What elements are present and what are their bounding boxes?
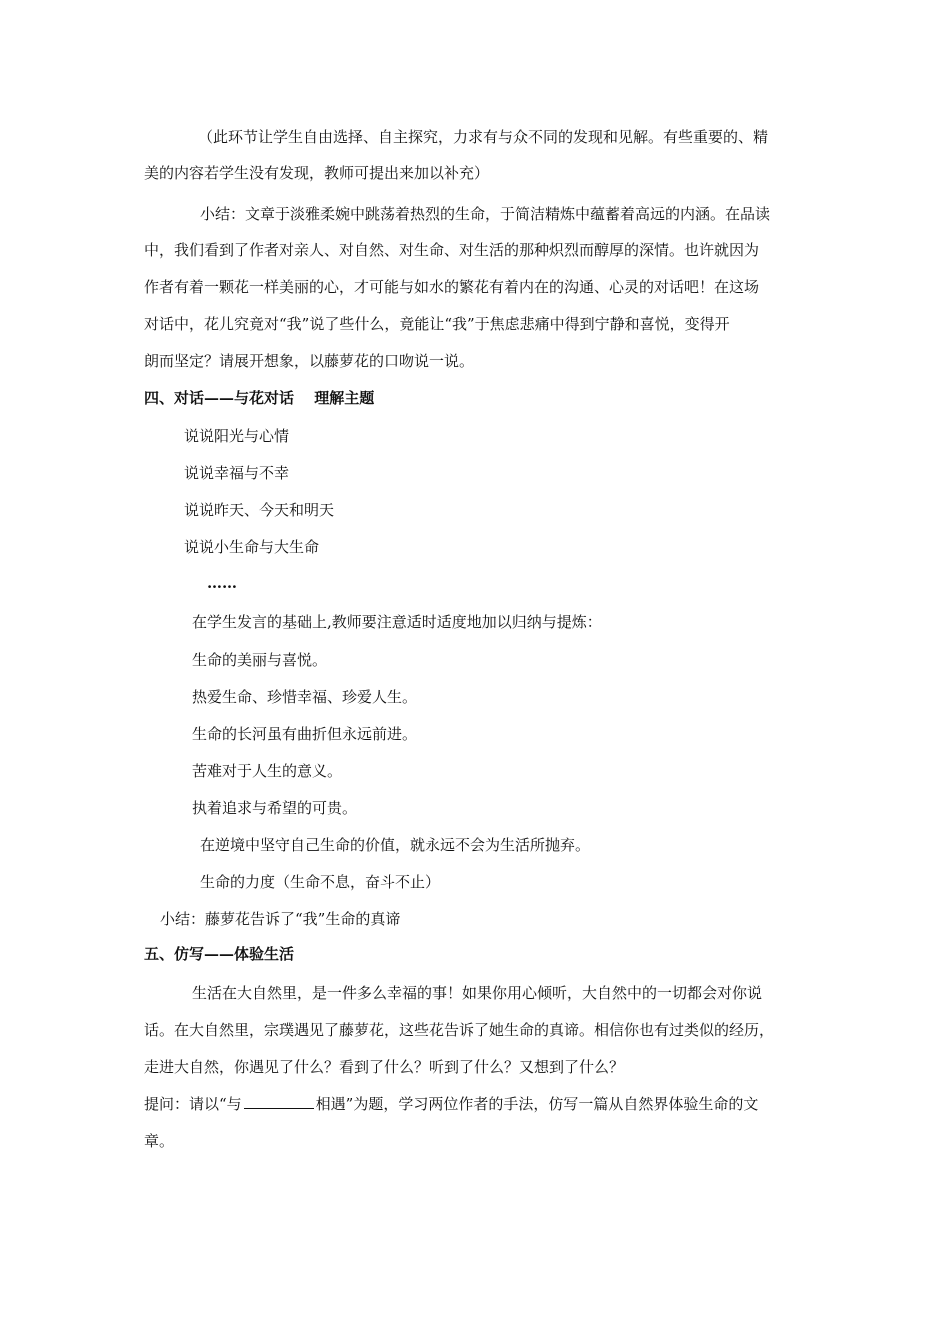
section4-ellipsis: …… <box>207 574 237 592</box>
prompt-before: 提问：请以“与 <box>144 1095 242 1113</box>
section5-prompt <box>144 1094 758 1114</box>
section4-point: 生命的力度（生命不息，奋斗不止） <box>200 873 441 891</box>
section4-point: 执着追求与希望的可贵。 <box>192 799 358 817</box>
summary1-line5: 朗而坚定？请展开想象，以藤萝花的口吻说一说。 <box>144 352 475 370</box>
prompt-after: 相遇”为题，学习两位作者的手法，仿写一篇从自然界体验生命的文 <box>315 1095 759 1113</box>
section5-heading: 五、仿写——体验生活 <box>144 945 295 963</box>
section4-intro: 在学生发言的基础上,教师要注意适时适度地加以归纳与提炼： <box>192 613 602 631</box>
section4-point: 苦难对于人生的意义。 <box>192 762 343 780</box>
section4-item: 说说阳光与心情 <box>184 427 290 445</box>
section4-item: 说说幸福与不幸 <box>184 464 290 482</box>
section4-point: 生命的长河虽有曲折但永远前进。 <box>192 725 418 743</box>
section4-point: 生命的美丽与喜悦。 <box>192 651 328 669</box>
section5-prompt-line2: 章。 <box>144 1132 175 1150</box>
para1-line2: 美的内容若学生没有发现，教师可提出来加以补充） <box>144 164 490 182</box>
fill-in-blank <box>244 1094 314 1109</box>
summary1-line3: 作者有着一颗花一样美丽的心，才可能与如水的繁花有着内在的沟通、心灵的对话吧！在这场 <box>144 278 760 296</box>
section4-summary: 小结：藤萝花告诉了“我”生命的真谛 <box>160 910 401 928</box>
section4-point: 热爱生命、珍惜幸福、珍爱人生。 <box>192 688 418 706</box>
section4-heading: 四、对话——与花对话 理解主题 <box>144 389 375 407</box>
section5-para-line3: 走进大自然，你遇见了什么？看到了什么？听到了什么？又想到了什么？ <box>144 1058 625 1076</box>
section4-item: 说说昨天、今天和明天 <box>184 501 335 519</box>
section4-item: 说说小生命与大生命 <box>184 538 320 556</box>
section5-para-line2: 话。在大自然里，宗璞遇见了藤萝花，这些花告诉了她生命的真谛。相信你也有过类似的经历， <box>144 1021 775 1039</box>
summary1-line1: 小结：文章于淡雅柔婉中跳荡着热烈的生命，于简洁精炼中蕴蓄着高远的内涵。在品读 <box>200 205 771 223</box>
summary1-line2: 中，我们看到了作者对亲人、对自然、对生命、对生活的那种炽烈而醇厚的深情。也许就因为 <box>144 241 760 259</box>
section5-para-line1: 生活在大自然里，是一件多么幸福的事！如果你用心倾听，大自然中的一切都会对你说 <box>192 984 763 1002</box>
section4-point: 在逆境中坚守自己生命的价值，就永远不会为生活所抛弃。 <box>200 836 591 854</box>
para1-line1: （此环节让学生自由选择、自主探究，力求有与众不同的发现和见解。有些重要的、精 <box>198 128 769 146</box>
summary1-line4: 对话中，花儿究竟对“我”说了些什么，竟能让“我”于焦虑悲痛中得到宁静和喜悦，变得开 <box>144 315 730 333</box>
